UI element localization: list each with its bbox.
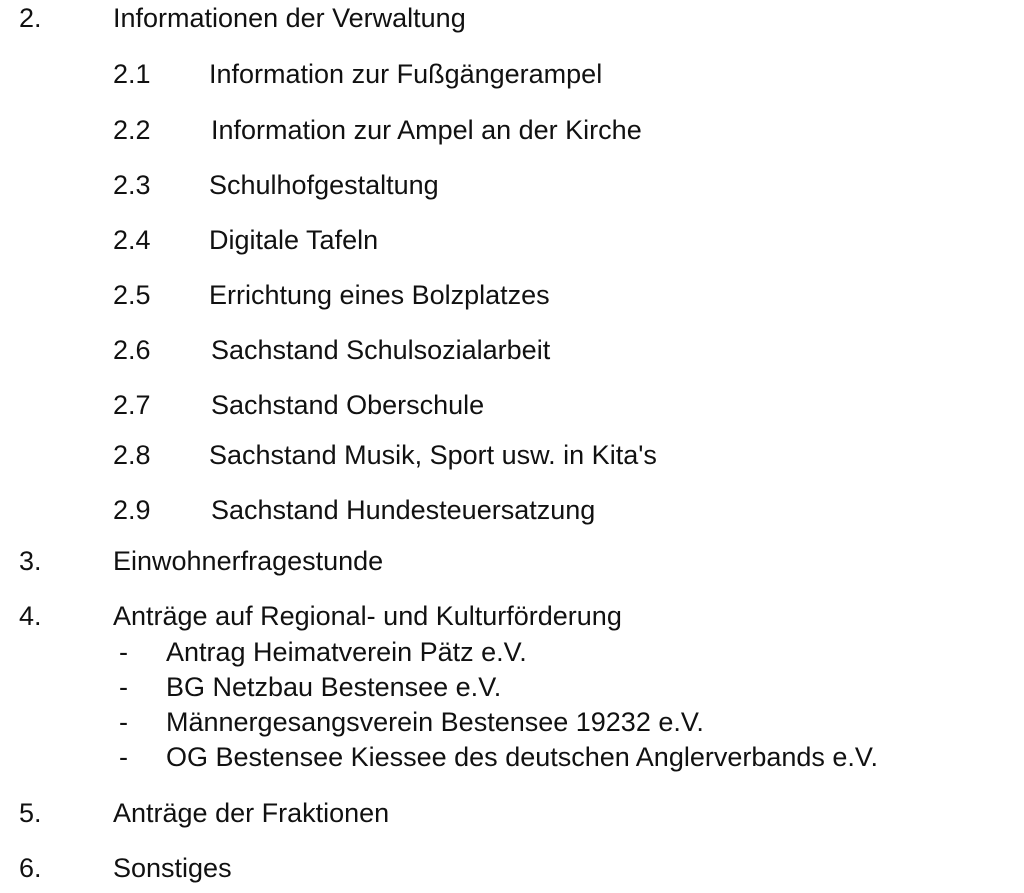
subitem-number: 2.2 <box>113 115 151 145</box>
subitem-number: 2.9 <box>113 495 151 525</box>
item-number: 6. <box>19 853 42 883</box>
subitem-title: Sachstand Schulsozialarbeit <box>211 335 551 365</box>
subitem-number: 2.1 <box>113 59 151 89</box>
subitem-number: 2.5 <box>113 280 151 310</box>
item-number: 2. <box>19 3 42 33</box>
bullet-dash: - <box>119 672 128 702</box>
subitem-title: Sachstand Musik, Sport usw. in Kita's <box>209 440 657 470</box>
subitem-title: Information zur Fußgängerampel <box>209 59 603 89</box>
bullet-text: BG Netzbau Bestensee e.V. <box>166 672 502 702</box>
bullet-dash: - <box>119 637 128 667</box>
item-title: Sonstiges <box>113 853 232 883</box>
subitem-number: 2.4 <box>113 225 151 255</box>
subitem-title: Schulhofgestaltung <box>209 170 439 200</box>
subitem-title: Errichtung eines Bolzplatzes <box>209 280 550 310</box>
subitem-title: Sachstand Hundesteuersatzung <box>211 495 596 525</box>
subitem-title: Sachstand Oberschule <box>211 390 485 420</box>
bullet-text: Männergesangsverein Bestensee 19232 e.V. <box>166 707 704 737</box>
bullet-text: Antrag Heimatverein Pätz e.V. <box>166 637 527 667</box>
item-number: 5. <box>19 798 42 828</box>
subitem-number: 2.8 <box>113 440 151 470</box>
subitem-number: 2.6 <box>113 335 151 365</box>
subitem-number: 2.7 <box>113 390 151 420</box>
item-number: 4. <box>19 601 42 631</box>
bullet-dash: - <box>119 707 128 737</box>
item-title: Anträge der Fraktionen <box>113 798 390 828</box>
item-title: Informationen der Verwaltung <box>113 3 466 33</box>
item-number: 3. <box>19 546 42 576</box>
bullet-text: OG Bestensee Kiessee des deutschen Anglerverbands e.V. <box>166 742 878 772</box>
bullet-dash: - <box>119 742 128 772</box>
item-title: Einwohnerfragestunde <box>113 546 384 576</box>
subitem-number: 2.3 <box>113 170 151 200</box>
subitem-title: Digitale Tafeln <box>209 225 379 255</box>
subitem-title: Information zur Ampel an der Kirche <box>211 115 642 145</box>
item-title: Anträge auf Regional- und Kulturförderung <box>113 601 622 631</box>
